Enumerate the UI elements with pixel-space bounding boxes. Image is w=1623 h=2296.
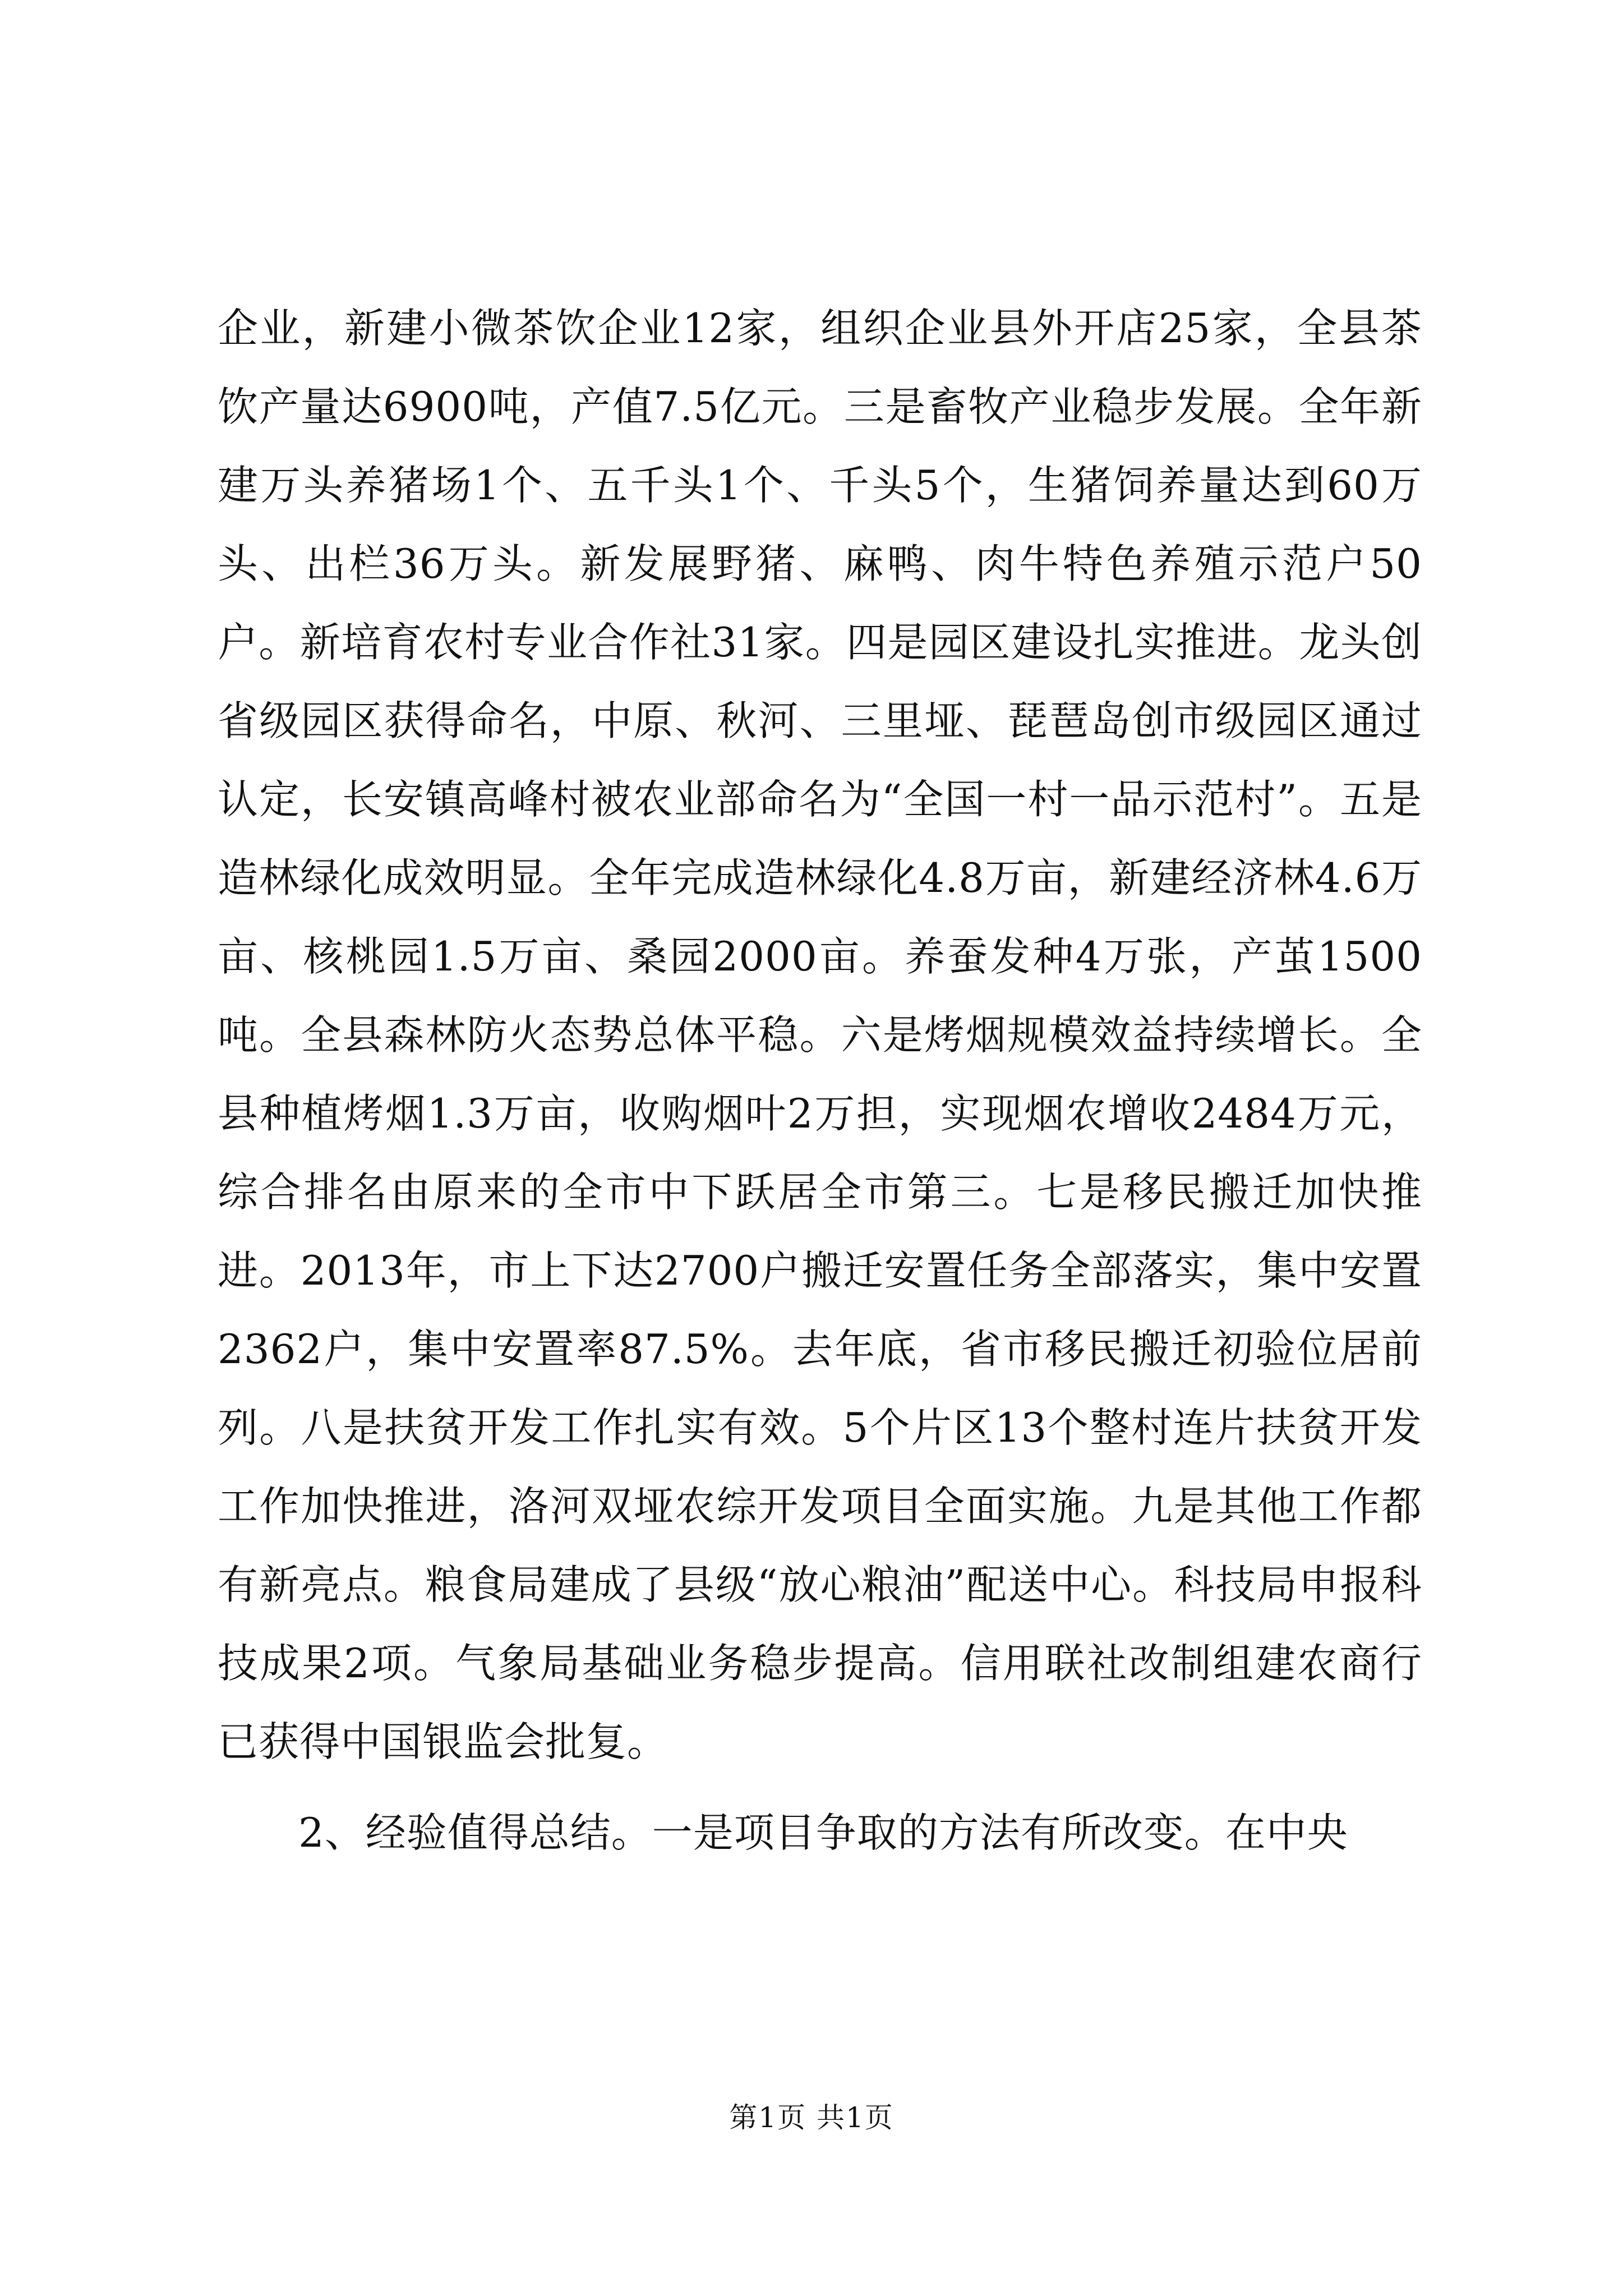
paragraph-2: 2、经验值得总结。一是项目争取的方法有所改变。在中央 (298, 1809, 1348, 1856)
document-body (218, 289, 1422, 1872)
page-number-label: 第1页 共1页 (729, 2101, 894, 2134)
page-footer (0, 2101, 1623, 2134)
paragraph-1: 企业，新建小微茶饮企业12家，组织企业县外开店25家，全县茶饮产量达6900吨，产值7.5亿元。三是畜牧产业稳步发展。全年新建万头养猪场1个、五千头1个、千头5个，生猪饲养量达到60万头、出栏36万头。新发展野猪、麻鸭、肉牛特色养殖示范户50户。新培育农村专业合作社31家。四是园区建设扎实推进。龙头创省级园区获得命名，中原、秋河、三里垭、琵琶岛创市级园区通过认定，长安镇高峰村被农业部命名为“全国一村一品示范村”。五是造林绿化成效明显。全年完成造林绿化4.8万亩，新建经济林4.6万亩、核桃园1.5万亩、桑园2000亩。养蚕发种4万张，产茧1500吨。全县森林防火态势总体平稳。六是烤烟规模效益持续增长。全县种植烤烟1.3万亩，收购烟叶2万担，实现烟农增收2484万元，综合排名由原来的全市中下跃居全市第三。七是移民搬迁加快推进。2013年，市上下达2700户搬迁安置任务全部落实，集中安置2362户，集中安置率87.5%。去年底，省市移民搬迁初验位居前列。八是扶贫开发工作扎实有效。5个片区13个整村连片扶贫开发工作加快推进，洛河双垭农综开发项目全面实施。九是其他工作都有新亮点。粮食局建成了县级“放心粮油”配送中心。科技局申报科技成果2项。气象局基础业务稳步提高。信用联社改制组建农商行已获得中国银监会批复。 (218, 305, 1422, 1765)
